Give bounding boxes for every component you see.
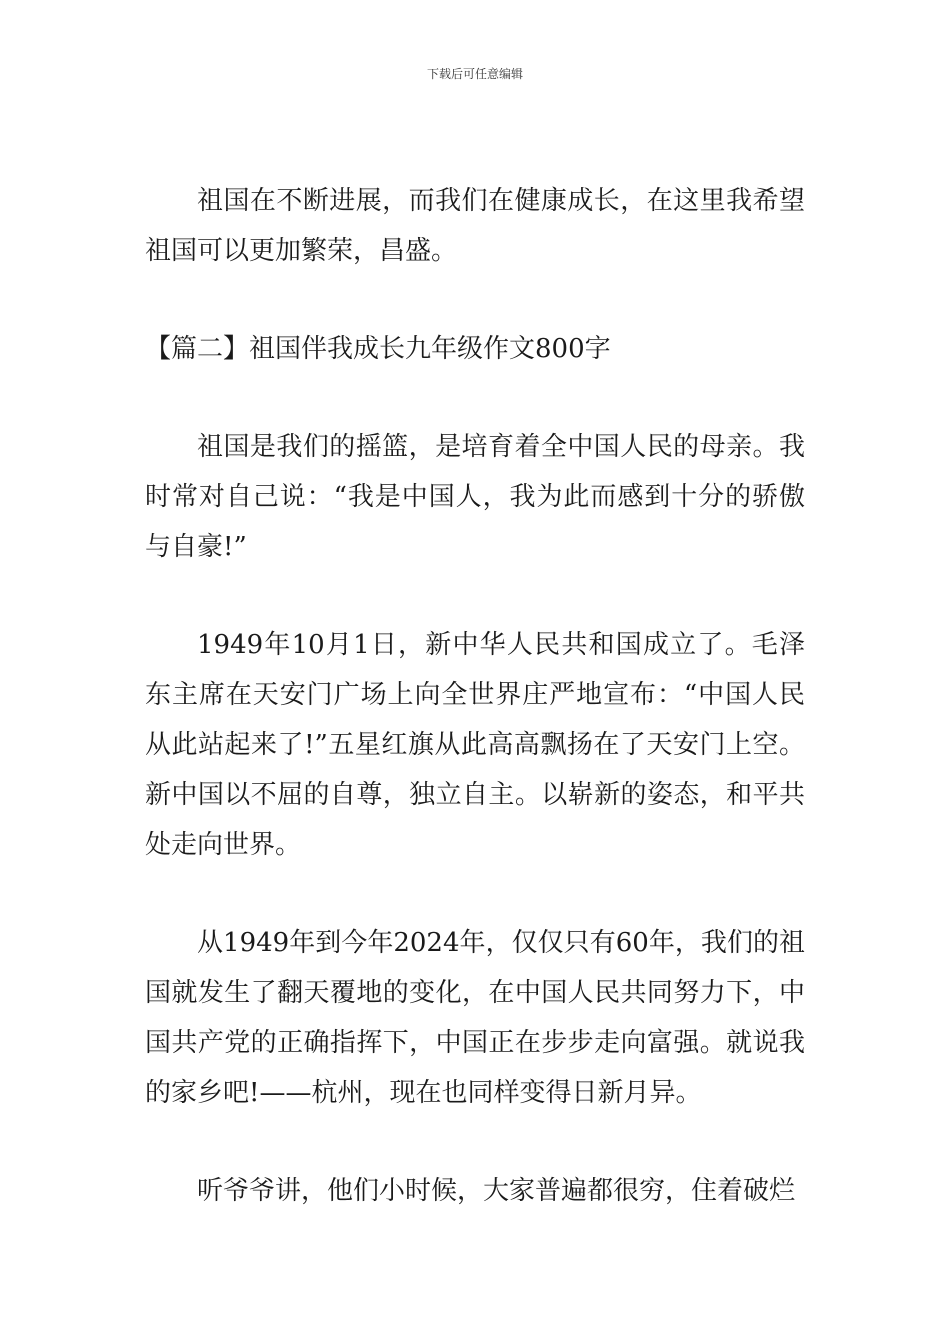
paragraph-gap	[145, 374, 805, 422]
paragraph-4: 从1949年到今年2024年，仅仅只有60年，我们的祖国就发生了翻天覆地的变化，在中国人民共同努力下，中国共产党的正确指挥下，中国正在步步走向富强。就说我的家乡吧!——杭州，现在也同样变得日新月异。	[145, 928, 805, 1108]
paragraph-1: 祖国在不断进展，而我们在健康成长，在这里我希望祖国可以更加繁荣，昌盛。	[145, 186, 805, 266]
paragraph-gap	[145, 1118, 805, 1166]
paragraph-gap	[145, 572, 805, 620]
document-body	[145, 176, 805, 1216]
paragraph-gap	[145, 276, 805, 324]
paragraph-3: 1949年10月1日，新中华人民共和国成立了。毛泽东主席在天安门广场上向全世界庄严地宣布：“中国人民从此站起来了!”五星红旗从此高高飘扬在了天安门上空。新中国以不屈的自尊，独立自主。以崭新的姿态，和平共处走向世界。	[145, 630, 805, 860]
page-header-note: 下载后可任意编辑	[426, 67, 523, 81]
paragraph-gap	[145, 870, 805, 918]
paragraph-5: 听爷爷讲，他们小时候，大家普遍都很穷，住着破烂	[197, 1176, 796, 1206]
section-heading: 【篇二】祖国伴我成长九年级作文800字	[145, 334, 611, 364]
paragraph-2: 祖国是我们的摇篮，是培育着全中国人民的母亲。我时常对自己说：“我是中国人，我为此而感到十分的骄傲与自豪!”	[145, 432, 805, 562]
